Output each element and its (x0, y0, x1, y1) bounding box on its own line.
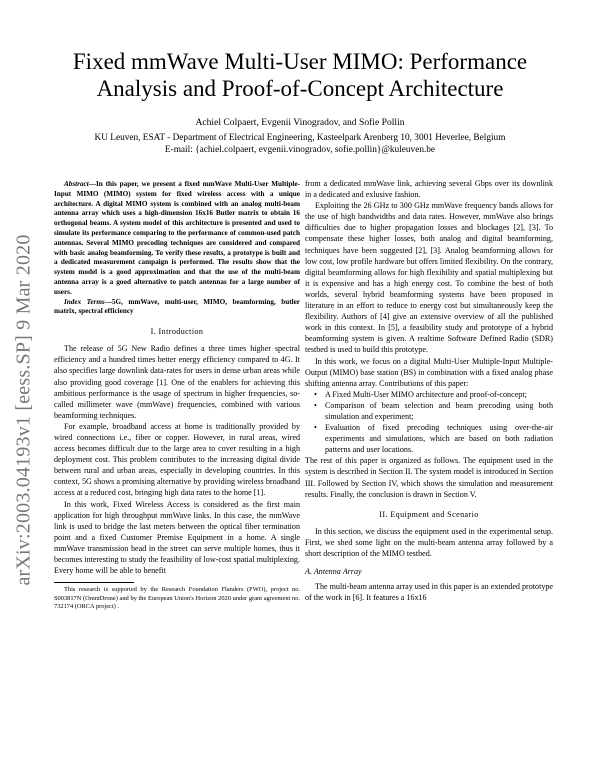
index-terms-lead: Index Terms (64, 297, 105, 306)
organization-paragraph: The rest of this paper is organized as follows. The equipment used in the system is described in Section II. The system model is introduced in Section III. Followed by Section IV, which shows the simulation and measurement results. Finally, the conclusion is drawn in Section V. (305, 456, 553, 499)
intro-paragraph-2: For example, broadband access at home is traditionally provided by wired connections i.e., fiber or copper. However, in rural areas, wired access becomes difficult due to the large area to cover resulting in a high deployment cost. This problem contributes to the increasing digital divide between rural and urban areas, especially in developing countries. In this context, 5G shows a promising alternative by providing wireless broadband access at a reduced cost, bringing high data rates to the home [1]. (54, 421, 300, 498)
intro-paragraph-6: In this work, we focus on a digital Multi-User Multiple-Input Multiple-Output (MIMO) base station (BS) in combination with a fixed analog phase shifting antenna array. Contributions of this paper: (305, 356, 553, 388)
contribution-list (305, 389, 553, 456)
intro-paragraph-4: from a dedicated mmWave link, achieving several Gbps over its downlink in a dedicated and exlusive fashion. (305, 179, 553, 200)
left-column (54, 180, 300, 612)
index-terms (54, 298, 300, 318)
affiliation: KU Leuven, ESAT - Department of Electrical Engineering, Kasteelpark Arenberg 10, 3001 Heverlee, Belgium (94, 133, 506, 143)
author-names: Achiel Colpaert, Evgenii Vinogradov, and Sofie Pollin (195, 117, 405, 128)
antenna-array-paragraph: The multi-beam antenna array used in this paper is an extended prototype of the work in [6]. It features a 16x16 (305, 582, 554, 603)
paper-title: Fixed mmWave Multi-User MIMO: Performance Analysis and Proof-of-Concept Architecture (72, 49, 528, 101)
abstract-lead: Abstract (64, 180, 89, 188)
intro-paragraph-1: The release of 5G New Radio defines a three times higher spectral efficiency and a hundred times better energy efficiency compared to 4G. It also specifies large downlink data-rates for users in dense urban areas while also providing good coverage [1]. One of the enablers for achieving this ambitious performance is the usage of spectrum in higher frequencies, so-called millimeter wave (mmWave) frequencies, combined with various beamforming techniques. (54, 344, 300, 420)
section-heading-equipment: II. Equipment and Scenario (379, 509, 479, 519)
equipment-paragraph: In this section, we discuss the equipment used in the experimental setup. First, we shed some light on the multi-beam antenna array followed by a short description of the MIMO testbed. (305, 526, 553, 558)
subsection-heading-antenna-array: A. Antenna Array (305, 567, 362, 577)
abstract (54, 180, 300, 298)
arxiv-stamp-text: arXiv:2003.04193v1 [eess.SP] 9 Mar 2020 (12, 234, 35, 586)
footnote-divider (54, 582, 134, 583)
list-item: • A Fixed Multi-User MIMO architecture and proof-of-concept; (325, 389, 553, 400)
intro-paragraph-3: In this work, Fixed Wireless Access is considered as the first main application for high throughput mmWave links. In this case, the mmWave link is used to bridge the last meters between the optical fiber termination point and a fixed Customer Premise Equipment in a home. A single mmWave transmission head in the street can serve multiple homes, thus it becomes interesting to study the feasibility of low-cost spatial multiplexing. Every home will be able to benefit (54, 499, 300, 576)
abstract-text: —In this paper, we present a fixed mmWave Multi-User Multiple-Input MIMO (MIMO) system for fixed wireless access with a unique architecture. A digital MIMO system is combined with an analog multi-beam antenna array which uses a high-dimension 16x16 Butler matrix to obtain 16 orthogonal beams. A system model of this architecture is presented and used to simulate its performance comparing to the performance of common-used patch antennas. Several MIMO precoding techniques are considered and compared with basic analog beamforming. To verify these results, a prototype is built and a dedicated measurement campaign is performed. The results show that the system model is a good approximation and that the use of the multi-beam antenna array is a good alternative to patch antennas for a large number of users. (54, 180, 300, 296)
section-heading-introduction: I. Introduction (150, 327, 204, 337)
right-column (305, 178, 553, 603)
arxiv-stamp (4, 230, 44, 590)
list-item: • Evaluation of fixed precoding techniques using over-the-air experiments and simulations, which are based on both radiation patterns and user locations. (325, 422, 553, 455)
author-block (40, 117, 560, 156)
funding-footnote: This research is supported by the Research Foundation Flanders (FWO), project no. S003817N (OmniDrone) and by the European Union's Horizon 2020 under grant agreement no. 732174 (ORCA project) . (54, 586, 300, 611)
email: E-mail: {achiel.colpaert, evgenii.vinogradov, sofie.pollin}@kuleuven.be (164, 145, 436, 155)
index-terms-text: —5G, mmWave, multi-user, MIMO, beamforming, butler matrix, spectral efficiency (54, 297, 300, 316)
list-item: • Comparison of beam selection and beam precoding using both simulation and experiment; (325, 400, 553, 422)
intro-paragraph-5: Exploiting the 26 GHz to 300 GHz mmWave frequency bands allows for the use of high bandwidths and data rates. However, mmWave also brings difficulties due to higher propagation losses and blockages [2], [3]. To compensate these higher losses, both analog and digital beamforming, techniques have been suggested [2], [3]. Analog beamforming allows for low cost, low profile hardware but offers limited flexibility. On the contrary, digital beamforming allows for high flexibility and spatial multiplexing but it is expensive and has a high energy cost. To combine the best of both worlds, several hybrid beamforming systems have been proposed in literature in an effort to reduce to energy cost but simultaneously keep the flexibility. Authors of [4] give an extensive overview of all the published work in this context. In [5], a feasibility study and prototype of a hybrid beamforming system is given. A realtime Software Defined Radio (SDR) testbed is used to build this prototype. (305, 201, 553, 355)
